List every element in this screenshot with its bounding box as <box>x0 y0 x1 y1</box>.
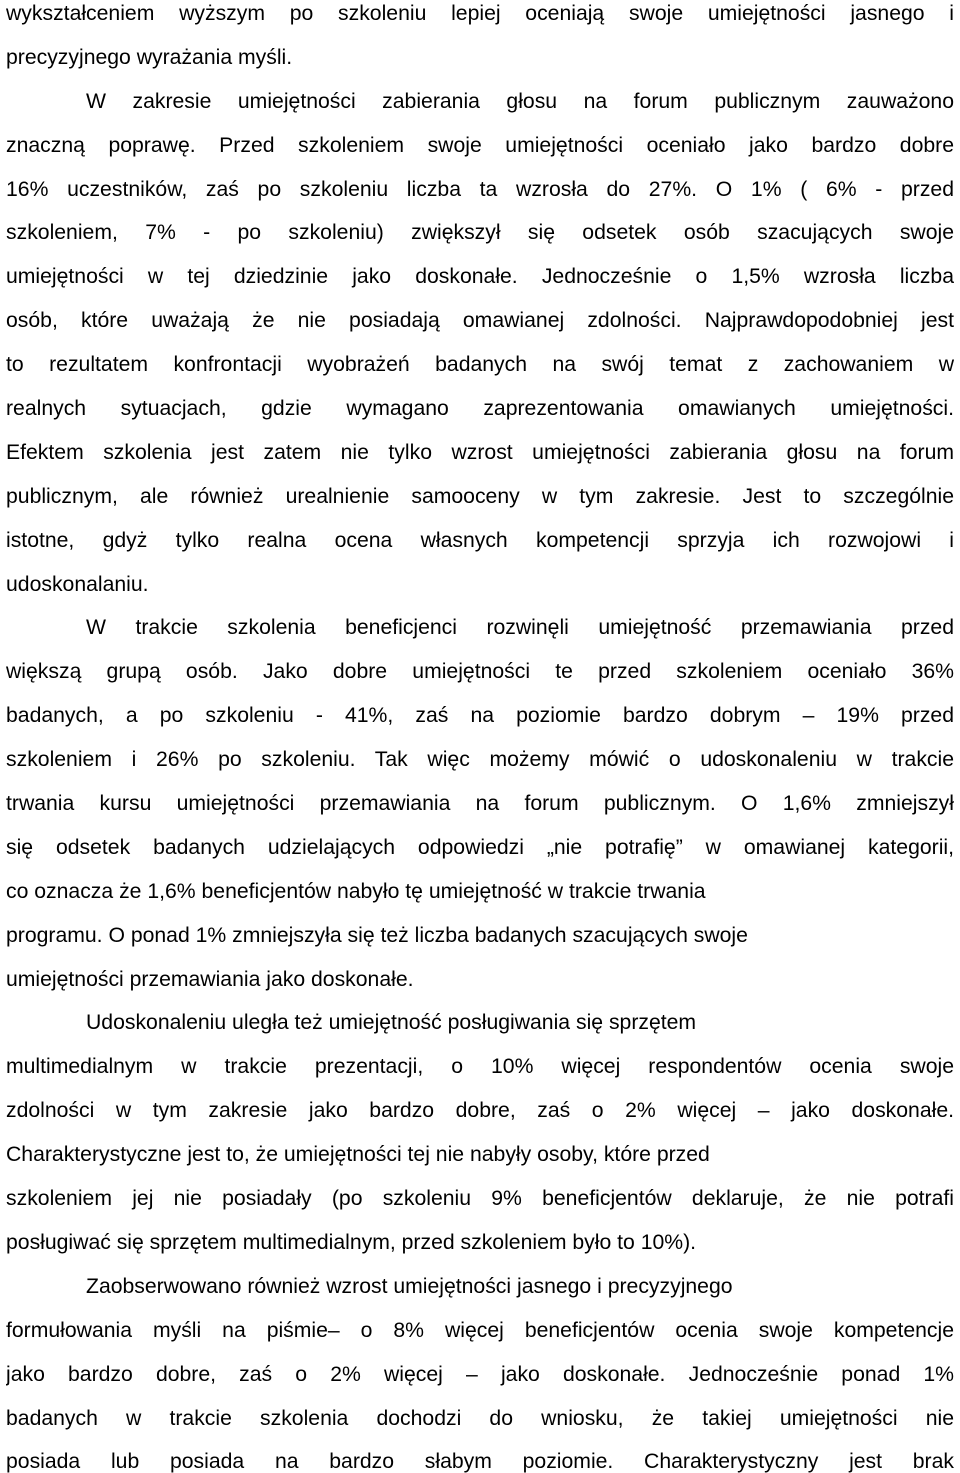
text-line: osób, które uważają że nie posiadają omawianej zdolności. Najprawdopodobniej jest <box>6 309 954 333</box>
text-line: umiejętności przemawiania jako doskonałe. <box>6 967 414 991</box>
text-line: posługiwać się sprzętem multimedialnym, przed szkoleniem było to 10%). <box>6 1230 697 1254</box>
text-line: szkoleniem, 7% - po szkoleniu) zwiększył się odsetek osób szacujących swoje <box>6 221 954 245</box>
text-line: posiada lub posiada na bardzo słabym poziomie. Charakterystyczny jest brak <box>6 1450 954 1473</box>
text-line: 16% uczestników, zaś po szkoleniu liczba ta wzrosła do 27%. O 1% ( 6% - przed <box>6 177 954 201</box>
text-line: publicznym, ale również urealnienie samooceny w tym zakresie. Jest to szczególnie <box>6 484 954 508</box>
text-line: trwania kursu umiejętności przemawiania na forum publicznym. O 1,6% zmniejszył <box>6 792 954 816</box>
text-line: Udoskonaleniu uległa też umiejętność posługiwania się sprzętem <box>86 1011 697 1035</box>
text-line: badanych w trakcie szkolenia dochodzi do wniosku, że takiej umiejętności nie <box>6 1406 954 1430</box>
text-line: większą grupą osób. Jako dobre umiejętności te przed szkoleniem oceniało 36% <box>6 660 954 684</box>
text-line: znaczną poprawę. Przed szkoleniem swoje umiejętności oceniało jako bardzo dobre <box>6 133 954 157</box>
text-line: W trakcie szkolenia beneficjenci rozwinęli umiejętność przemawiania przed <box>86 616 954 640</box>
text-line: wykształceniem wyższym po szkoleniu lepiej oceniają swoje umiejętności jasnego i <box>6 2 954 25</box>
text-line: szkoleniem jej nie posiadały (po szkoleniu 9% beneficjentów deklaruje, że nie potrafi <box>6 1187 954 1211</box>
text-line: to rezultatem konfrontacji wyobrażeń badanych na swój temat z zachowaniem w <box>6 353 954 377</box>
text-line: szkoleniem i 26% po szkoleniu. Tak więc możemy mówić o udoskonaleniu w trakcie <box>6 748 954 772</box>
text-line: udoskonalaniu. <box>6 572 149 596</box>
text-line: multimedialnym w trakcie prezentacji, o 10% więcej respondentów ocenia swoje <box>6 1055 954 1079</box>
text-line: programu. O ponad 1% zmniejszyła się też liczba badanych szacujących swoje <box>6 923 748 947</box>
text-line: W zakresie umiejętności zabierania głosu na forum publicznym zauważono <box>86 89 954 113</box>
text-line: Charakterystyczne jest to, że umiejętności tej nie nabyły osoby, które przed <box>6 1143 710 1167</box>
text-line: formułowania myśli na piśmie– o 8% więcej beneficjentów ocenia swoje kompetencje <box>6 1318 954 1342</box>
text-line: co oznacza że 1,6% beneficjentów nabyło tę umiejętność w trakcie trwania <box>6 879 706 903</box>
text-line: precyzyjnego wyrażania myśli. <box>6 45 293 69</box>
document-body-text <box>6 0 954 1473</box>
text-line: zdolności w tym zakresie jako bardzo dobre, zaś o 2% więcej – jako doskonałe. <box>6 1099 954 1123</box>
text-line: jako bardzo dobre, zaś o 2% więcej – jako doskonałe. Jednocześnie ponad 1% <box>6 1362 954 1386</box>
text-line: Zaobserwowano również wzrost umiejętności jasnego i precyzyjnego <box>86 1274 733 1298</box>
text-line: realnych sytuacjach, gdzie wymagano zaprezentowania omawianych umiejętności. <box>6 397 954 421</box>
text-line: się odsetek badanych udzielających odpowiedzi „nie potrafię” w omawianej kategorii, <box>6 835 954 859</box>
text-line: badanych, a po szkoleniu - 41%, zaś na poziomie bardzo dobrym – 19% przed <box>6 704 954 728</box>
text-line: umiejętności w tej dziedzinie jako doskonałe. Jednocześnie o 1,5% wzrosła liczba <box>6 265 954 289</box>
text-line: Efektem szkolenia jest zatem nie tylko wzrost umiejętności zabierania głosu na forum <box>6 440 954 464</box>
text-line: istotne, gdyż tylko realna ocena własnych kompetencji sprzyja ich rozwojowi i <box>6 528 954 552</box>
